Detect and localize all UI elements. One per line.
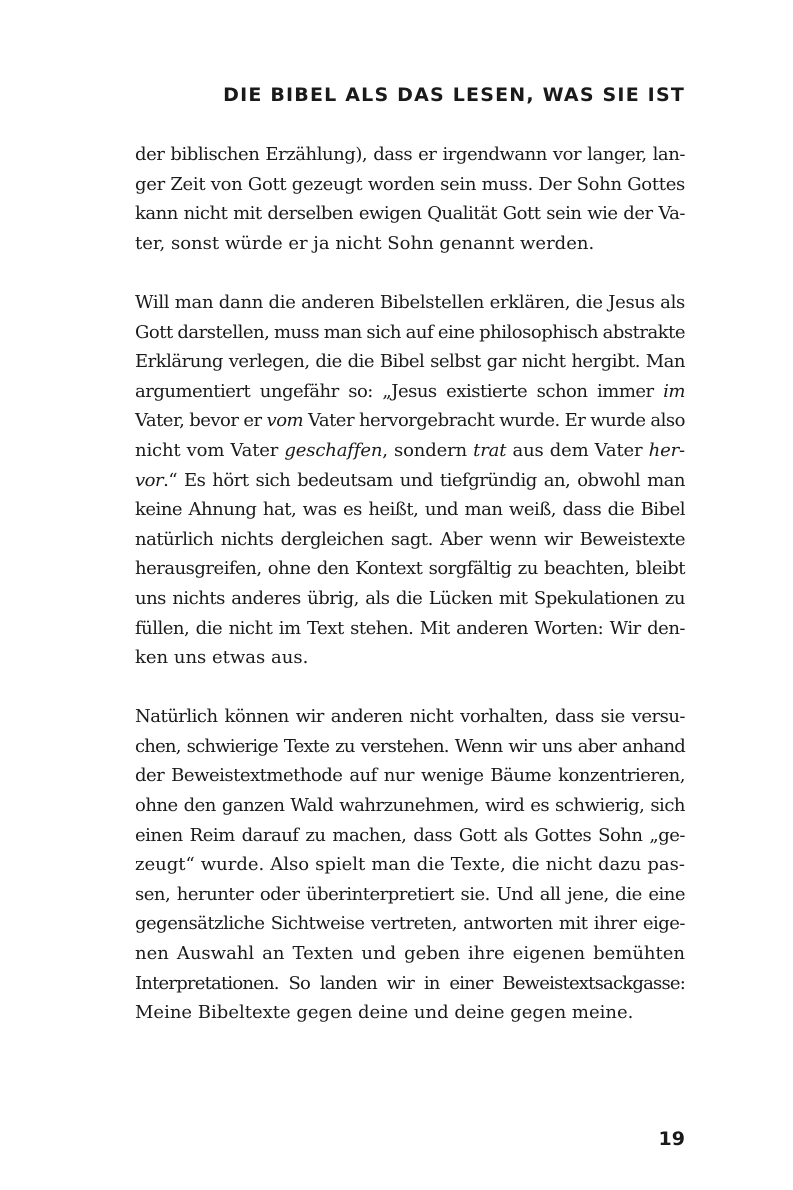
text-line: ken uns etwas aus. xyxy=(135,647,309,669)
text-line: Meine Bibeltexte gegen deine und deine gegen meine. xyxy=(135,1002,634,1024)
text-line: keine Ahnung hat, was es heißt, und man weiß, dass die Bibel xyxy=(135,499,685,521)
text-line: Interpretationen. So landen wir in einer Beweistextsackgasse: xyxy=(135,972,685,994)
text-line: nicht vom Vater geschaffen, sondern trat aus dem Vater her- xyxy=(135,439,685,461)
text-line: argumentiert ungefähr so: „Jesus existierte schon immer im xyxy=(135,380,685,402)
text-line: zeugt“ wurde. Also spielt man die Texte, die nicht dazu pas- xyxy=(135,854,685,876)
body-text xyxy=(135,140,685,1057)
text-line: chen, schwierige Texte zu verstehen. Wenn wir uns aber anhand xyxy=(135,735,685,757)
text-line: einen Reim darauf zu machen, dass Gott als Gottes Sohn „ge- xyxy=(135,824,685,846)
paragraph-1 xyxy=(135,140,685,258)
text-line: füllen, die nicht im Text stehen. Mit anderen Worten: Wir den- xyxy=(135,617,685,639)
page-number: 19 xyxy=(658,1128,685,1150)
text-line: nen Auswahl an Texten und geben ihre eigenen bemühten xyxy=(135,943,685,965)
text-line: natürlich nichts dergleichen sagt. Aber wenn wir Beweistexte xyxy=(135,528,685,550)
text-line: kann nicht mit derselben ewigen Qualität Gott sein wie der Va- xyxy=(135,203,685,225)
text-line: Erklärung verlegen, die die Bibel selbst gar nicht hergibt. Man xyxy=(135,351,685,373)
text-line: herausgreifen, ohne den Kontext sorgfältig zu beachten, bleibt xyxy=(135,558,685,580)
text-line: ohne den ganzen Wald wahrzunehmen, wird es schwierig, sich xyxy=(135,795,685,817)
text-line: der biblischen Erzählung), dass er irgendwann vor langer, lan- xyxy=(135,144,685,165)
text-line: Vater, bevor er vom Vater hervorgebracht wurde. Er wurde also xyxy=(135,410,685,432)
text-line: Natürlich können wir anderen nicht vorhalten, dass sie versu- xyxy=(135,706,685,728)
paragraph-2 xyxy=(135,288,685,673)
text-line: sen, herunter oder überinterpretiert sie. Und all jene, die eine xyxy=(135,883,685,905)
text-line: der Beweistextmethode auf nur wenige Bäume konzentrieren, xyxy=(135,765,685,787)
text-line: Gott darstellen, muss man sich auf eine philosophisch abstrakte xyxy=(135,321,685,343)
paragraph-3 xyxy=(135,702,685,1028)
text-line: ter, sonst würde er ja nicht Sohn genannt werden. xyxy=(135,232,595,254)
text-line: ger Zeit von Gott gezeugt worden sein muss. Der Sohn Gottes xyxy=(135,173,685,195)
running-title: DIE BIBEL ALS DAS LESEN, WAS SIE IST xyxy=(223,84,685,106)
text-line: Will man dann die anderen Bibelstellen erklären, die Jesus als xyxy=(135,291,685,313)
text-line: gegensätzliche Sichtweise vertreten, antworten mit ihrer eige- xyxy=(135,913,685,935)
text-line: uns nichts anderes übrig, als die Lücken mit Spekulationen zu xyxy=(135,587,685,609)
text-line: vor.“ Es hört sich bedeutsam und tiefgründig an, obwohl man xyxy=(135,469,685,491)
